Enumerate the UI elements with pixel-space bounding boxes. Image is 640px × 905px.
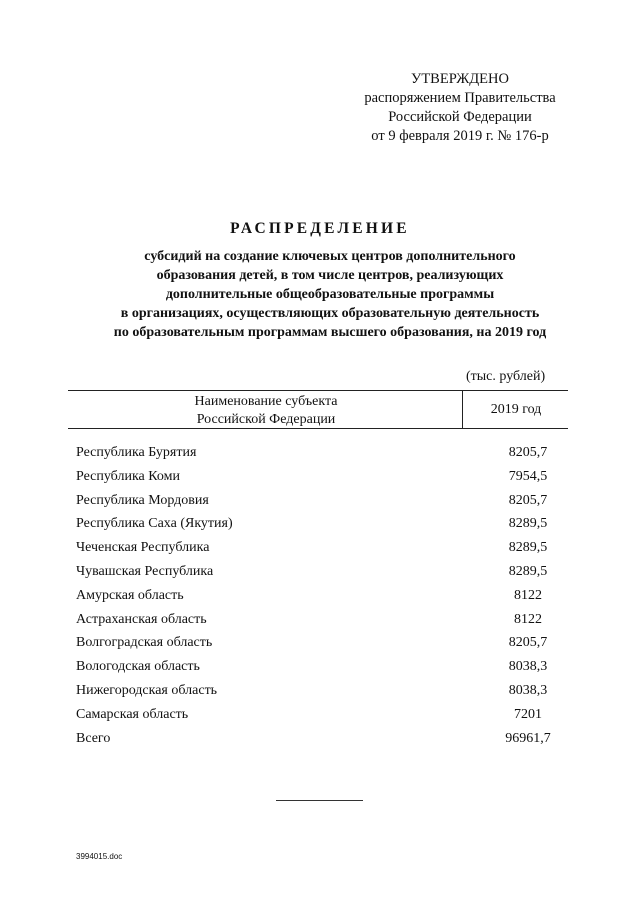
region-value: 8205,7 (508, 635, 548, 651)
table-row (76, 563, 576, 587)
approval-line: распоряжением Правительства (364, 90, 556, 106)
region-value: 8038,3 (508, 659, 548, 675)
table-row (76, 539, 576, 563)
table-header-col1 (166, 393, 366, 429)
table-row (76, 468, 576, 492)
document-subtitle (60, 247, 600, 342)
approval-line: Российской Федерации (388, 109, 532, 125)
table-body (76, 444, 576, 753)
approval-block (330, 70, 590, 146)
header-col1-line: Российской Федерации (196, 412, 336, 427)
table-row (76, 682, 576, 706)
subtitle-line: дополнительные общеобразовательные программы (165, 287, 495, 302)
subtitle-line: в организациях, осуществляющих образовательную деятельность (120, 306, 540, 321)
region-value: 8205,7 (508, 492, 548, 508)
region-name: Самарская область (76, 706, 189, 722)
region-value: 8122 (514, 587, 542, 603)
region-value: 8122 (514, 611, 542, 627)
region-value: 8205,7 (508, 445, 548, 460)
table-row (76, 515, 576, 539)
region-name: Чеченская Республика (76, 540, 210, 556)
region-name: Республика Мордовия (76, 492, 209, 508)
table-row (76, 492, 576, 516)
table-header-col2: 2019 год (490, 402, 542, 417)
subtitle-line: образования детей, в том числе центров, реализующих (156, 268, 504, 283)
region-value: 7954,5 (508, 468, 548, 484)
table-row (76, 611, 576, 635)
table-row (76, 658, 576, 682)
region-name: Республика Коми (76, 468, 180, 484)
table-header-divider (462, 390, 463, 428)
region-name: Нижегородская область (76, 682, 218, 698)
subtitle-line: по образовательным программам высшего образования, на 2019 год (113, 325, 547, 340)
table-row (76, 634, 576, 658)
table-row (76, 706, 576, 730)
region-name: Вологодская область (76, 659, 200, 675)
total-value: 96961,7 (505, 730, 551, 746)
table-row (76, 587, 576, 611)
document-code: 3994015.doc (76, 852, 123, 861)
subtitle-line: субсидий на создание ключевых центров дополнительного (144, 249, 516, 264)
table-row-total (76, 730, 576, 754)
region-name: Амурская область (76, 587, 184, 603)
region-value: 8289,5 (508, 563, 548, 579)
closing-line (276, 800, 363, 801)
approval-date: от 9 февраля 2019 г. № 176-р (371, 128, 549, 144)
approval-heading: УТВЕРЖДЕНО (411, 71, 509, 87)
table-top-border (68, 390, 568, 391)
header-col1-line: Наименование субъекта (194, 394, 338, 409)
region-name: Чувашская Республика (76, 563, 214, 579)
region-value: 8289,5 (508, 516, 548, 532)
region-name: Астраханская область (76, 611, 207, 627)
document-title: РАСПРЕДЕЛЕНИЕ (230, 220, 410, 237)
table-row (76, 444, 576, 468)
region-name: Республика Бурятия (76, 445, 197, 460)
total-label: Всего (76, 730, 111, 746)
region-name: Волгоградская область (76, 635, 213, 651)
units-note: (тыс. рублей) (466, 369, 546, 384)
region-name: Республика Саха (Якутия) (76, 516, 233, 532)
region-value: 8289,5 (508, 540, 548, 556)
region-value: 8038,3 (508, 682, 548, 698)
region-value: 7201 (514, 706, 542, 722)
